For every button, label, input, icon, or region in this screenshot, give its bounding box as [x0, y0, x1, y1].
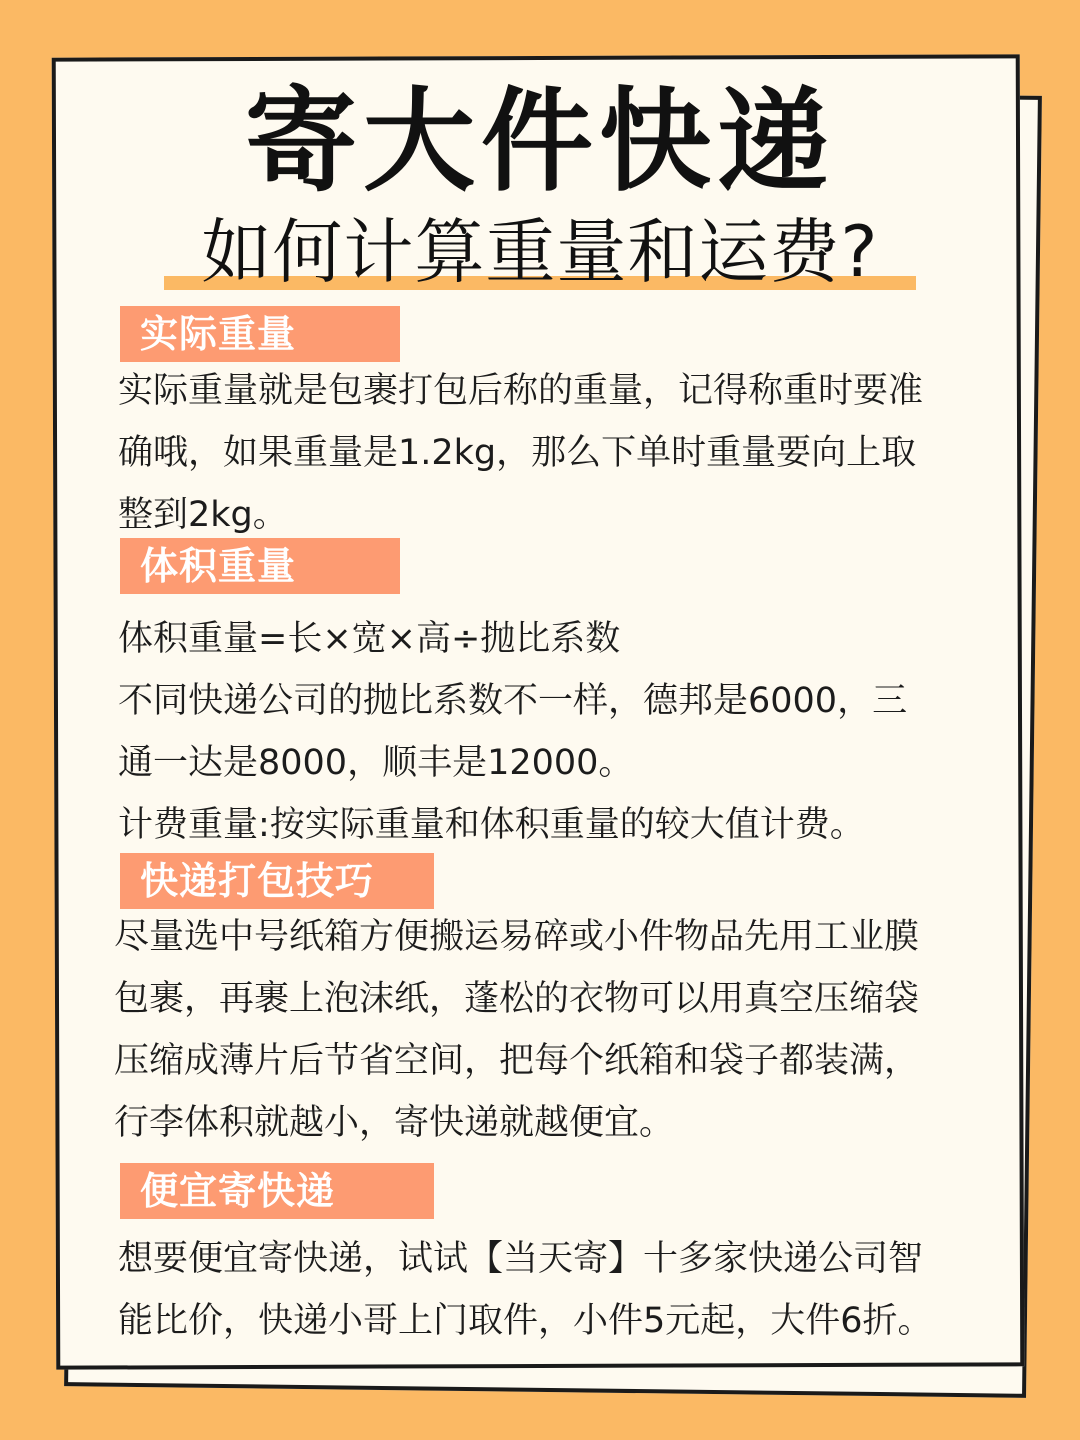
text-line: 整到2kg。: [118, 495, 288, 535]
text-line: 确哦，如果重量是1.2kg，那么下单时重量要向上取: [118, 433, 917, 473]
subtitle-block: [164, 212, 916, 292]
text-line: 包裹，再裹上泡沫纸，蓬松的衣物可以用真空压缩袋: [114, 979, 920, 1019]
section-body-actual-weight: [118, 360, 1010, 546]
section-body-cheap-shipping: [118, 1228, 1010, 1352]
text-line: 不同快递公司的抛比系数不一样，德邦是6000，三: [118, 681, 908, 721]
text-line: 压缩成薄片后节省空间，把每个纸箱和袋子都装满，: [114, 1041, 920, 1081]
text-line: 行李体积就越小，寄快递就越便宜。: [114, 1103, 675, 1143]
text-line: 实际重量就是包裹打包后称的重量，记得称重时要准: [118, 371, 924, 411]
text-line: 体积重量=长×宽×高÷抛比系数: [118, 619, 621, 659]
text-line: 通一达是8000，顺丰是12000。: [118, 743, 634, 783]
subtitle: 如何计算重量和运费?: [201, 211, 879, 293]
section-body-volume-weight: [118, 608, 1010, 856]
text-line: 计费重量:按实际重量和体积重量的较大值计费。: [118, 805, 865, 845]
text-line: 能比价，快递小哥上门取件，小件5元起，大件6折。: [118, 1301, 933, 1341]
section-heading-cheap-shipping: 便宜寄快递: [120, 1163, 434, 1219]
main-title: 寄大件快递: [245, 77, 835, 207]
section-body-packing-tips: [114, 906, 1006, 1154]
text-line: 想要便宜寄快递，试试【当天寄】十多家快递公司智: [118, 1239, 924, 1279]
section-heading-packing-tips: 快递打包技巧: [120, 853, 434, 909]
text-line: 尽量选中号纸箱方便搬运易碎或小件物品先用工业膜: [114, 917, 920, 957]
section-heading-volume-weight: 体积重量: [120, 538, 400, 594]
section-heading-actual-weight: 实际重量: [120, 306, 400, 362]
